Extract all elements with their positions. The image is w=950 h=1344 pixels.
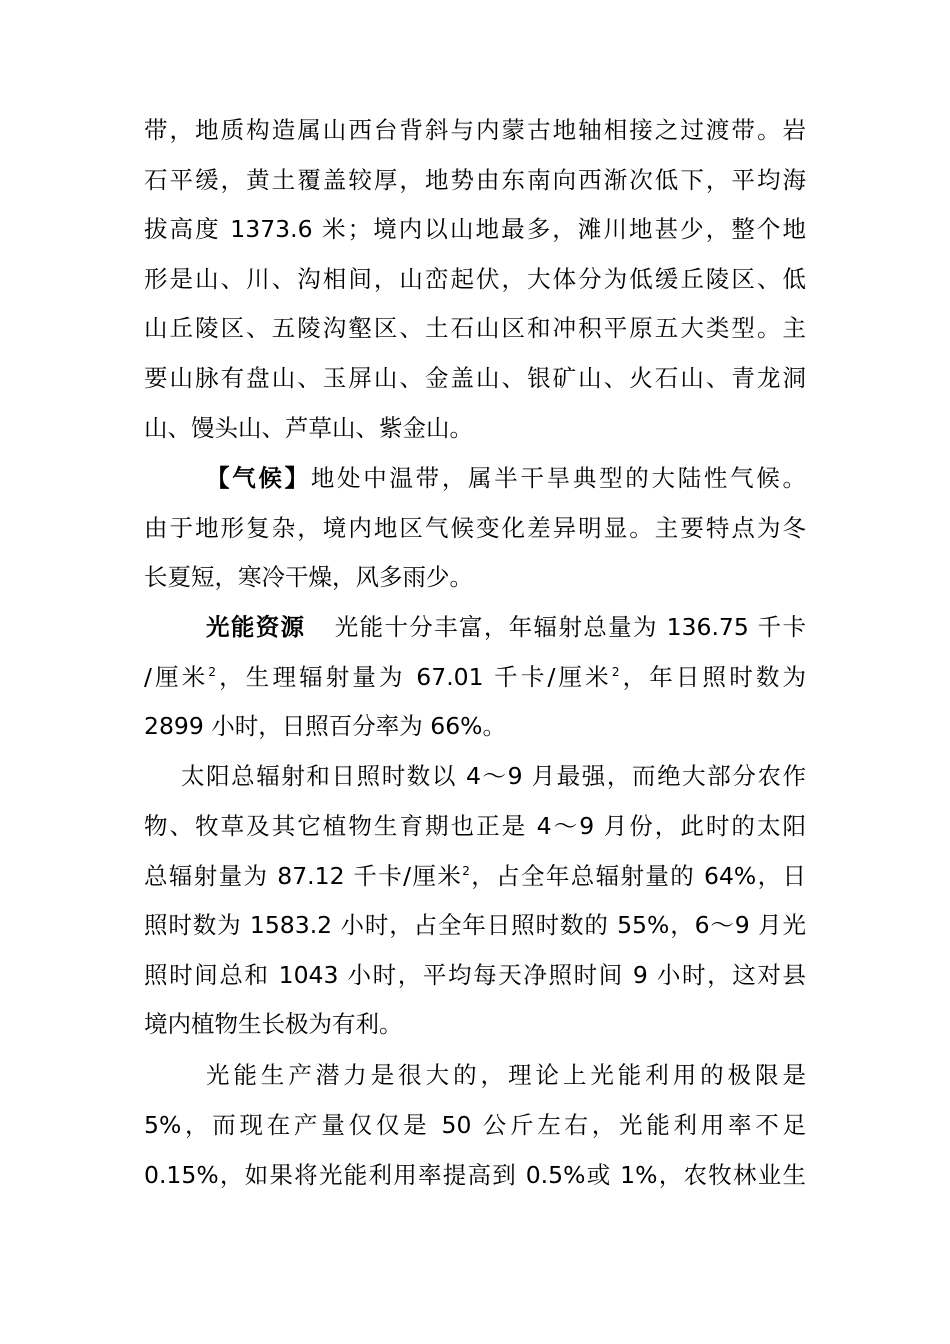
section-heading-climate: 【气候】 xyxy=(206,464,311,492)
text-span: 光能生产潜力是很大的，理论上光能利用的极限是 xyxy=(206,1061,806,1089)
text-line xyxy=(144,211,806,247)
text-span: 太阳总辐射和日照时数以 4～9 月最强，而绝大部分农作 xyxy=(181,762,806,790)
text-span: ，占全年总辐射量的 64%，日 xyxy=(469,862,806,890)
text-line xyxy=(144,162,806,198)
superscript: 2 xyxy=(611,665,620,679)
superscript: 2 xyxy=(208,665,216,679)
text-span: 2899 小时，日照百分率为 66%。 xyxy=(144,712,506,740)
text-span: 山丘陵区、五陵沟壑区、土石山区和冲积平原五大类型。主 xyxy=(144,314,806,342)
text-line xyxy=(144,907,806,943)
section-heading-solar: 光能资源 xyxy=(206,613,306,641)
text-span: /厘米 xyxy=(144,663,209,691)
text-span: 拔高度 1373.6 米；境内以山地最多，滩川地甚少，整个地 xyxy=(144,215,806,243)
text-line xyxy=(181,758,806,794)
text-line xyxy=(144,559,806,595)
text-span: 长夏短，寒冷干燥，风多雨少。 xyxy=(144,563,473,591)
text-span: 石平缓，黄土覆盖较厚，地势由东南向西渐次低下，平均海 xyxy=(144,166,806,194)
text-line xyxy=(206,460,806,496)
text-span: 5%，而现在产量仅仅是 50 公斤左右，光能利用率不足 xyxy=(144,1111,806,1139)
text-span: 由于地形复杂，境内地区气候变化差异明显。主要特点为冬 xyxy=(144,514,806,542)
text-line xyxy=(144,510,806,546)
text-span: 带，地质构造属山西台背斜与内蒙古地轴相接之过渡带。岩 xyxy=(144,116,806,144)
text-line xyxy=(144,957,806,993)
text-span: ，年日照时数为 xyxy=(619,663,806,691)
text-line xyxy=(144,1157,806,1193)
text-span: 照时数为 1583.2 小时，占全年日照时数的 55%，6～9 月光 xyxy=(144,911,806,939)
text-span: 境内植物生长极为有利。 xyxy=(144,1010,403,1038)
text-line xyxy=(144,410,806,446)
text-span: 照时间总和 1043 小时，平均每天净照时间 9 小时，这对县 xyxy=(144,961,806,989)
text-line xyxy=(144,659,806,695)
text-line xyxy=(144,261,806,297)
text-span: 总辐射量为 87.12 千卡/厘米 xyxy=(144,862,463,890)
text-span: 山、馒头山、芦草山、紫金山。 xyxy=(144,414,473,442)
text-line xyxy=(144,112,806,148)
text-line xyxy=(206,1057,806,1093)
text-span: 要山脉有盘山、玉屏山、金盖山、银矿山、火石山、青龙洞 xyxy=(144,364,806,392)
text-line xyxy=(144,1006,806,1042)
text-span: 光能十分丰富，年辐射总量为 136.75 千卡 xyxy=(333,613,807,641)
text-line xyxy=(144,1107,806,1143)
text-span: 0.15%，如果将光能利用率提高到 0.5%或 1%，农牧林业生 xyxy=(144,1161,806,1189)
text-span: 物、牧草及其它植物生育期也正是 4～9 月份，此时的太阳 xyxy=(144,812,806,840)
text-line xyxy=(144,858,806,894)
text-span: ，生理辐射量为 67.01 千卡/厘米 xyxy=(216,663,612,691)
text-line xyxy=(144,808,806,844)
text-span: 形是山、川、沟相间，山峦起伏，大体分为低缓丘陵区、低 xyxy=(144,265,806,293)
superscript: 2 xyxy=(462,864,470,878)
text-line xyxy=(144,310,806,346)
text-line xyxy=(144,360,806,396)
text-line xyxy=(206,609,806,645)
text-line xyxy=(144,708,806,744)
text-span: 地处中温带，属半干旱典型的大陆性气候。 xyxy=(310,464,807,492)
